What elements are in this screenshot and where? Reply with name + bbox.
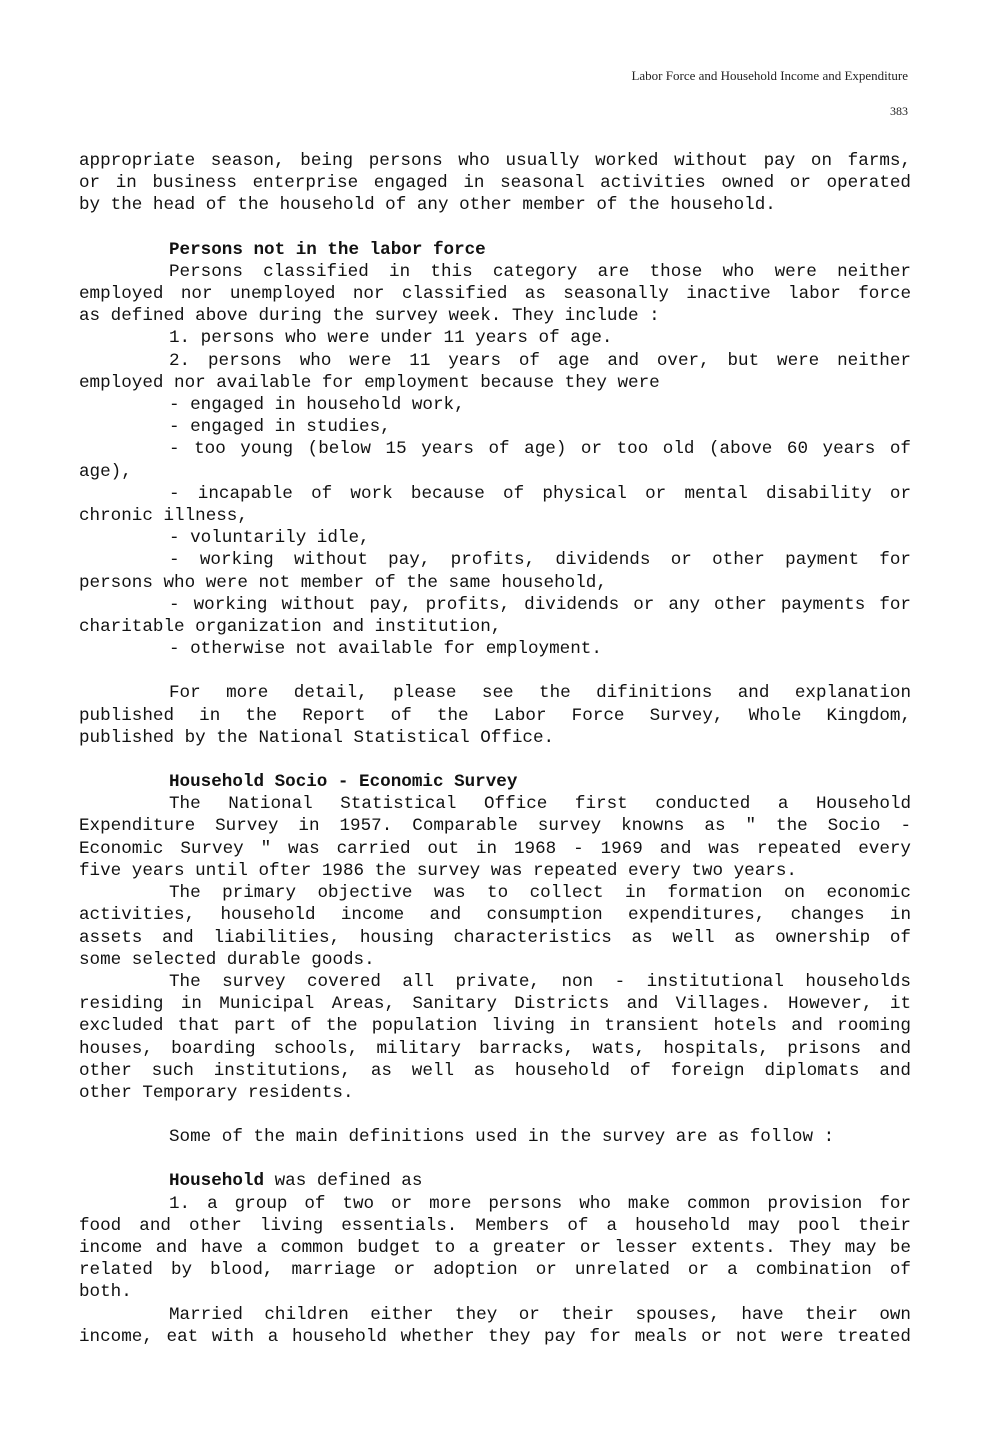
text-line: residing in Municipal Areas, Sanitary Districts and Villages. However, it: [79, 994, 911, 1015]
text-line: five years until ofter 1986 the survey was repeated every two years.: [79, 860, 797, 881]
text-line: 1. persons who were under 11 years of age.: [169, 328, 613, 349]
text-line: - incapable of work because of physical or mental disability or: [169, 483, 911, 504]
paragraph-gap: [79, 660, 911, 682]
text-line: excluded that part of the population living in transient hotels and rooming: [79, 1016, 911, 1037]
text-line: The National Statistical Office first conducted a Household: [169, 794, 911, 815]
text-line: The primary objective was to collect in formation on economic: [169, 883, 911, 904]
text-line: assets and liabilities, housing characteristics as well as ownership of: [79, 927, 911, 948]
text-line: some selected durable goods.: [79, 949, 375, 970]
text-line: [79, 1170, 911, 1192]
text-line: other Temporary residents.: [79, 1082, 354, 1103]
text-line: related by blood, marriage or adoption or unrelated or a combination of: [79, 1260, 911, 1281]
text-line: - otherwise not available for employment.: [169, 639, 602, 660]
text-line: employed nor available for employment because they were: [79, 372, 660, 393]
text-line: appropriate season, being persons who usually worked without pay on farms,: [79, 151, 911, 171]
text-line: Married children either they or their spouses, have their own: [169, 1304, 911, 1325]
text-line: - working without pay, profits, dividends or any other payments for: [169, 594, 911, 615]
text-line: both.: [79, 1282, 132, 1303]
text-line: activities, household income and consumption expenditures, changes in: [79, 905, 911, 926]
text-line: Persons classified in this category are those who were neither: [169, 261, 911, 282]
text-line: persons who were not member of the same household,: [79, 572, 607, 593]
document-body: [79, 150, 911, 1348]
text-line: other such institutions, as well as household of foreign diplomats and: [79, 1060, 911, 1081]
term-definition-lead: was defined as: [264, 1171, 423, 1192]
text-line: - working without pay, profits, dividends or other payment for: [169, 550, 911, 571]
text-line: employed nor unemployed nor classified as seasonally inactive labor force: [79, 284, 911, 305]
text-line: by the head of the household of any other member of the household.: [79, 195, 776, 216]
text-line: - engaged in studies,: [169, 417, 391, 438]
term-heading: Household: [169, 1171, 265, 1192]
text-line: Some of the main definitions used in the survey are as follow :: [169, 1127, 835, 1148]
section-heading: Persons not in the labor force: [169, 239, 486, 260]
paragraph-gap: [79, 749, 911, 771]
text-line: The survey covered all private, non - institutional households: [169, 971, 911, 992]
text-line: houses, boarding schools, military barracks, wats, hospitals, prisons and: [79, 1038, 911, 1059]
text-line: 1. a group of two or more persons who make common provision for: [169, 1193, 911, 1214]
section-heading: Household Socio - Economic Survey: [169, 772, 518, 793]
text-line: published by the National Statistical Office.: [79, 727, 555, 748]
text-line: For more detail, please see the difinitions and explanation: [169, 683, 911, 704]
text-line: - too young (below 15 years of age) or too old (above 60 years of: [169, 439, 911, 460]
text-line: Economic Survey " was carried out in 1968 - 1969 and was repeated every: [79, 838, 911, 859]
page-number: 383: [890, 104, 908, 118]
text-line: food and other living essentials. Members of a household may pool their: [79, 1215, 911, 1236]
text-line: or in business enterprise engaged in seasonal activities owned or operated: [79, 173, 911, 194]
text-line: - engaged in household work,: [169, 395, 465, 416]
text-line: chronic illness,: [79, 506, 248, 527]
paragraph-gap: [79, 217, 911, 239]
text-line: age),: [79, 461, 132, 482]
text-line: income, eat with a household whether they pay for meals or not were treated: [79, 1326, 911, 1347]
text-line: as defined above during the survey week. They include :: [79, 306, 660, 327]
text-line: - voluntarily idle,: [169, 528, 370, 549]
text-line: published in the Report of the Labor Force Survey, Whole Kingdom,: [79, 705, 911, 726]
text-line: income and have a common budget to a greater or lesser extents. They may be: [79, 1237, 911, 1258]
text-line: charitable organization and institution,: [79, 617, 502, 638]
paragraph-gap: [79, 1148, 911, 1170]
running-header: Labor Force and Household Income and Expenditure: [631, 68, 908, 83]
paragraph-gap: [79, 1104, 911, 1126]
text-line: 2. persons who were 11 years of age and over, but were neither: [169, 350, 911, 371]
text-line: Expenditure Survey in 1957. Comparable survey knowns as " the Socio -: [79, 816, 911, 837]
